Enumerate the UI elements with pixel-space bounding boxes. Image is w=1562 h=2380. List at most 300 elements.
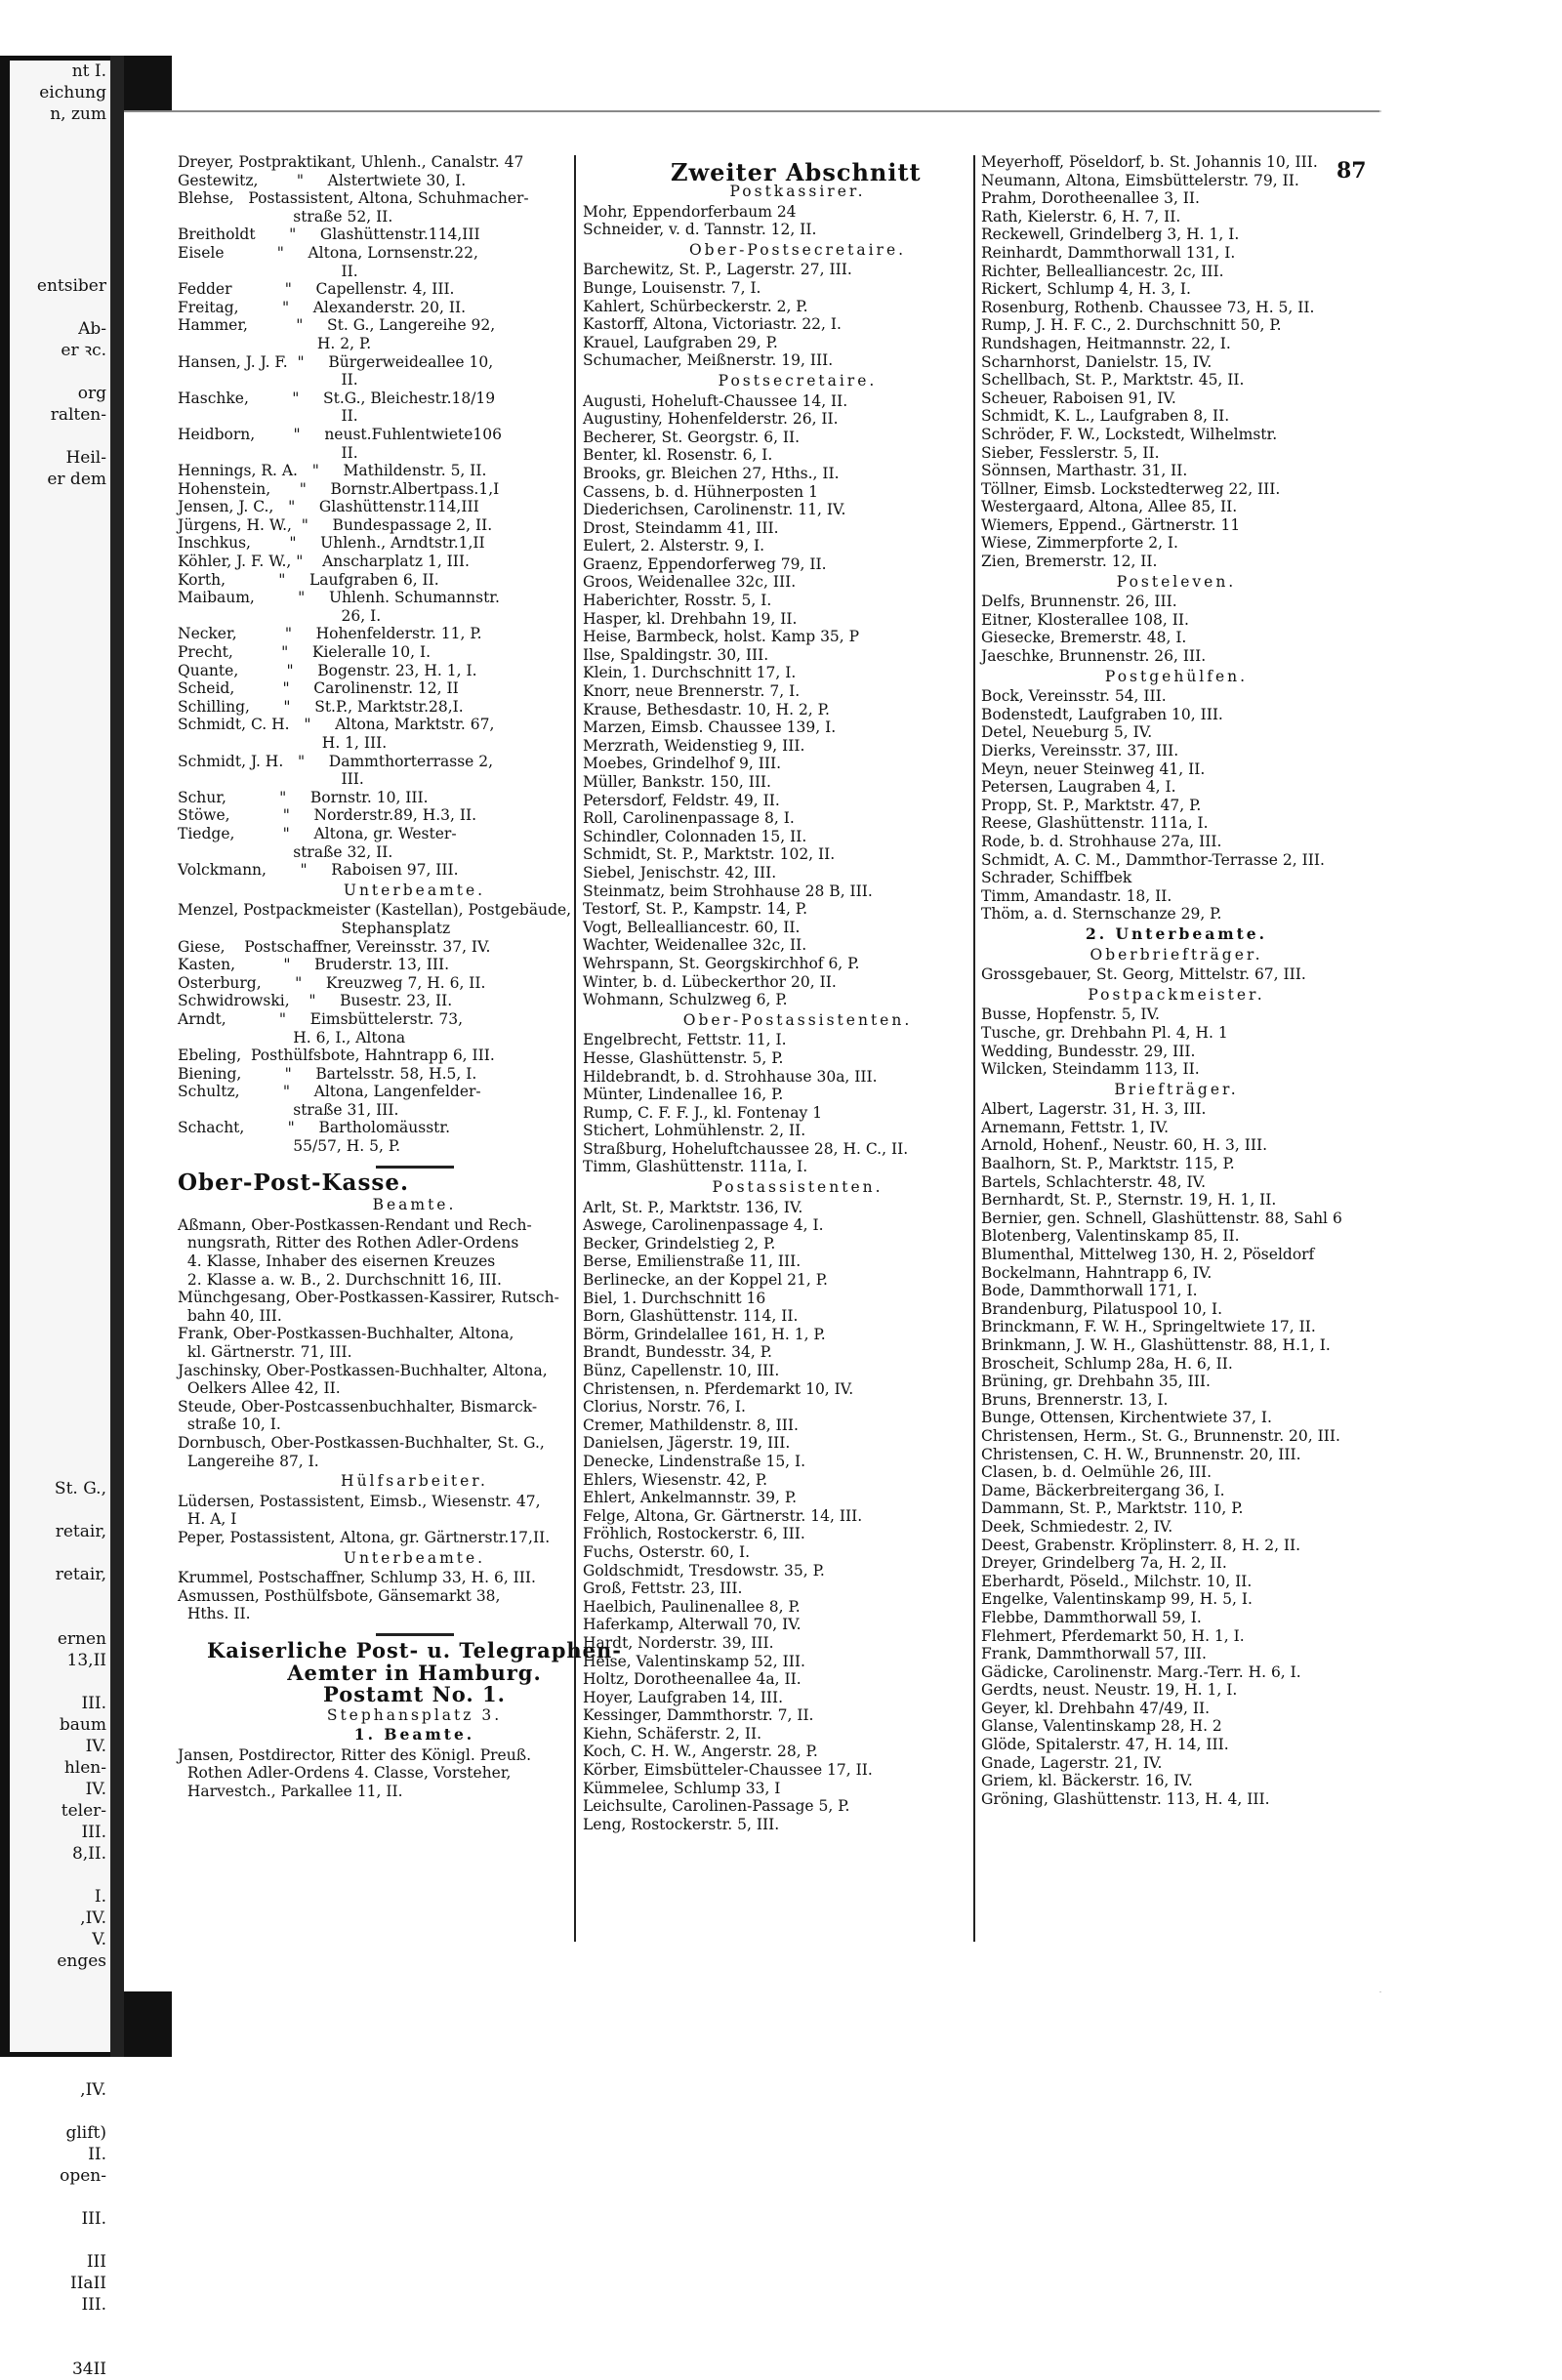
facing-page-fragment: III. bbox=[81, 2209, 106, 2229]
directory-entry: Harvestch., Parkallee 11, II. bbox=[178, 1783, 403, 1801]
column-2 bbox=[583, 181, 1012, 1833]
directory-entry: Osterburg, " Kreuzweg 7, H. 6, II. bbox=[178, 973, 486, 992]
facing-page-fragment: St. G., bbox=[54, 1479, 106, 1498]
directory-entry: Wohmann, Schulzweg 6, P. bbox=[583, 991, 788, 1009]
facing-page-fragment bbox=[10, 1113, 110, 1134]
facing-page-fragment: ,IV. bbox=[80, 1908, 106, 1928]
directory-entry: Schwidrowski, " Busestr. 23, II. bbox=[178, 992, 453, 1010]
facing-page-fragment bbox=[10, 2187, 110, 2208]
directory-entry: Arnold, Hohenf., Neustr. 60, H. 3, III. bbox=[981, 1136, 1268, 1155]
facing-page-fragment: IV. bbox=[85, 1780, 106, 1799]
directory-entry: Dame, Bäckerbreitergang 36, I. bbox=[981, 1481, 1225, 1499]
subsection-heading: 2. Unterbeamte. bbox=[1085, 923, 1268, 943]
directory-entry: Töllner, Eimsb. Lockstedterweg 22, III. bbox=[981, 479, 1281, 498]
facing-page-fragment: 34II bbox=[71, 2359, 106, 2379]
directory-entry: Meyn, neuer Steinweg 41, II. bbox=[981, 759, 1206, 778]
directory-entry: Brandenburg, Pilatuspool 10, I. bbox=[981, 1299, 1223, 1318]
directory-entry: Rode, b. d. Strohhause 27a, III. bbox=[981, 832, 1222, 850]
directory-entry: Roll, Carolinenpassage 8, I. bbox=[583, 809, 795, 828]
directory-entry: bahn 40, III. bbox=[178, 1306, 282, 1325]
facing-page-fragment: II. bbox=[88, 2145, 106, 2164]
facing-page-fragment bbox=[10, 1306, 110, 1328]
directory-entry: Necker, " Hohenfelderstr. 11, P. bbox=[178, 625, 482, 643]
directory-entry: H. 2, P. bbox=[178, 334, 372, 352]
directory-entry: Bode, Dammthorwall 171, I. bbox=[981, 1282, 1198, 1300]
directory-entry: Wiemers, Eppend., Gärtnerstr. 11 bbox=[981, 515, 1241, 534]
directory-entry: Körber, Eimsbütteler-Chaussee 17, II. bbox=[583, 1761, 873, 1780]
directory-entry: 2. Klasse a. w. B., 2. Durchschnitt 16, III. bbox=[178, 1270, 502, 1289]
facing-page-fragment: Heil- bbox=[65, 448, 106, 468]
directory-entry: Bockelmann, Hahntrapp 6, IV. bbox=[981, 1263, 1213, 1282]
facing-page-fragment: V. bbox=[92, 1930, 106, 1949]
facing-page-fragment bbox=[10, 812, 110, 834]
directory-entry: Gnade, Lagerstr. 21, IV. bbox=[981, 1753, 1163, 1772]
directory-entry: Holtz, Dorotheenallee 4a, II. bbox=[583, 1670, 802, 1689]
directory-entry: Hoyer, Laufgraben 14, III. bbox=[583, 1688, 784, 1706]
facing-page-fragment: teler- bbox=[61, 1801, 106, 1821]
directory-entry: Bock, Vereinsstr. 54, III. bbox=[981, 687, 1167, 706]
facing-page-fragment: 13,II bbox=[66, 1651, 106, 1670]
directory-entry: Dammann, St. P., Marktstr. 110, P. bbox=[981, 1499, 1244, 1518]
directory-entry: Precht, " Kieleralle 10, I. bbox=[178, 643, 431, 662]
subsection-heading: Ober-Postsecretaire. bbox=[688, 240, 907, 259]
directory-entry: Krummel, Postschaffner, Schlump 33, H. 6, III. bbox=[178, 1569, 536, 1587]
facing-page-fragment: Ab- bbox=[78, 319, 106, 339]
facing-page-fragment bbox=[10, 1435, 110, 1457]
directory-entry: Börm, Grindelallee 161, H. 1, P. bbox=[583, 1325, 826, 1343]
directory-entry: Haberichter, Rosstr. 5, I. bbox=[583, 592, 772, 610]
facing-page-fragment: retair, bbox=[55, 1522, 106, 1541]
facing-page-fragment: III. bbox=[81, 2295, 106, 2315]
facing-page-fragment bbox=[10, 791, 110, 812]
directory-entry: Gröning, Glashüttenstr. 113, H. 4, III. bbox=[981, 1789, 1270, 1808]
facing-page-fragment bbox=[10, 769, 110, 791]
directory-entry: Gädicke, Carolinenstr. Marg.-Terr. H. 6, I. bbox=[981, 1662, 1301, 1681]
directory-entry: Denecke, Lindenstraße 15, I. bbox=[583, 1452, 806, 1470]
directory-entry: Aswege, Carolinenpassage 4, I. bbox=[583, 1216, 824, 1235]
directory-entry: Eulert, 2. Alsterstr. 9, I. bbox=[583, 537, 765, 555]
subsection-heading: Ober-Postassistenten. bbox=[682, 1010, 913, 1029]
directory-entry: Heise, Barmbeck, holst. Kamp 35, P bbox=[583, 628, 860, 646]
directory-entry: Diederichsen, Carolinenstr. 11, IV. bbox=[583, 501, 846, 519]
facing-page-fragment: enges bbox=[57, 1951, 106, 1971]
directory-entry: Busse, Hopfenstr. 5, IV. bbox=[981, 1005, 1160, 1024]
directory-entry: straße 31, III. bbox=[178, 1100, 399, 1119]
directory-entry: Schumacher, Meißnerstr. 19, III. bbox=[583, 351, 834, 370]
facing-page-fragment bbox=[10, 146, 110, 168]
directory-entry: Steude, Ober-Postcassenbuchhalter, Bismarck- bbox=[178, 1397, 538, 1416]
directory-entry: Drost, Steindamm 41, III. bbox=[583, 518, 779, 537]
directory-entry: Bartels, Schlachterstr. 48, IV. bbox=[981, 1172, 1207, 1191]
facing-page-fragment bbox=[10, 1499, 110, 1521]
facing-page-fragment bbox=[10, 1263, 110, 1285]
directory-entry: Langereihe 87, I. bbox=[178, 1452, 319, 1470]
directory-entry: Clorius, Norstr. 76, I. bbox=[583, 1398, 746, 1416]
directory-entry: Augusti, Hoheluft-Chaussee 14, II. bbox=[583, 391, 848, 410]
facing-page-fragment bbox=[10, 984, 110, 1005]
directory-entry: Freitag, " Alexanderstr. 20, II. bbox=[178, 298, 467, 316]
directory-entry: Reinhardt, Dammthorwall 131, I. bbox=[981, 243, 1236, 262]
facing-page-fragment bbox=[10, 705, 110, 726]
subsection-heading: Postassistenten. bbox=[712, 1178, 884, 1197]
directory-entry: Schmidt, St. P., Marktstr. 102, II. bbox=[583, 845, 836, 864]
directory-entry: Geyer, kl. Drehbahn 47/49, II. bbox=[981, 1699, 1210, 1717]
facing-page-fragment bbox=[10, 2337, 110, 2359]
section-rule bbox=[376, 1633, 454, 1636]
directory-entry: Bodenstedt, Laufgraben 10, III. bbox=[981, 705, 1223, 723]
facing-page-fragment: n, zum bbox=[50, 104, 106, 124]
directory-entry: Giese, Postschaffner, Vereinsstr. 37, IV. bbox=[178, 937, 491, 956]
facing-page-fragment bbox=[10, 748, 110, 769]
subsection-heading: Briefträger. bbox=[1114, 1080, 1239, 1098]
facing-page-fragment bbox=[10, 898, 110, 920]
directory-entry: Leichsulte, Carolinen-Passage 5, P. bbox=[583, 1797, 850, 1816]
directory-entry: Petersdorf, Feldstr. 49, II. bbox=[583, 791, 780, 809]
facing-page-fragment bbox=[10, 168, 110, 189]
directory-entry: Kastorff, Altona, Victoriastr. 22, I. bbox=[583, 315, 842, 334]
directory-entry: Bruns, Brennerstr. 13, I. bbox=[981, 1390, 1169, 1409]
facing-page-fragment bbox=[10, 1199, 110, 1220]
directory-entry: Griem, kl. Bäckerstr. 16, IV. bbox=[981, 1772, 1193, 1790]
directory-entry: Schultz, " Altona, Langenfelder- bbox=[178, 1083, 481, 1101]
facing-page-fragment bbox=[10, 189, 110, 211]
directory-entry: Heidborn, " neust.Fuhlentwiete106 bbox=[178, 425, 503, 443]
directory-entry: Rothen Adler-Ordens 4. Classe, Vorsteher, bbox=[178, 1764, 512, 1783]
directory-entry: II. bbox=[178, 371, 358, 390]
facing-page-fragment bbox=[10, 211, 110, 232]
directory-entry: Merzrath, Weidenstieg 9, III. bbox=[583, 736, 805, 755]
directory-entry: Grossgebauer, St. Georg, Mittelstr. 67, III. bbox=[981, 965, 1306, 984]
subsection-heading: Stephansplatz 3. bbox=[326, 1705, 503, 1724]
directory-entry: Dornbusch, Ober-Postkassen-Buchhalter, St. G., bbox=[178, 1433, 545, 1452]
facing-page-fragment bbox=[10, 361, 110, 383]
directory-entry: Ebeling, Posthülfsbote, Hahntrapp 6, III. bbox=[178, 1046, 495, 1065]
directory-entry: Richter, Bellealliancestr. 2c, III. bbox=[981, 262, 1224, 280]
facing-page-fragment bbox=[10, 1993, 110, 2015]
directory-entry: Biel, 1. Durchschnitt 16 bbox=[583, 1289, 766, 1307]
directory-entry: Bunge, Louisenstr. 7, I. bbox=[583, 278, 761, 297]
directory-entry: Hansen, J. J. F. " Bürgerweideallee 10, bbox=[178, 352, 494, 371]
directory-entry: straße 32, II. bbox=[178, 842, 393, 861]
directory-entry: Haferkamp, Alterwall 70, IV. bbox=[583, 1616, 802, 1634]
facing-page-fragment bbox=[10, 1177, 110, 1199]
facing-page-fragment: er dem bbox=[47, 470, 106, 489]
directory-entry: Klein, 1. Durchschnitt 17, I. bbox=[583, 664, 797, 682]
directory-entry: Rath, Kielerstr. 6, H. 7, II. bbox=[981, 207, 1181, 226]
subsection-heading: Oberbriefträger. bbox=[1089, 945, 1263, 964]
facing-page-fragment bbox=[10, 1585, 110, 1607]
directory-entry: Ehlert, Ankelmannstr. 39, P. bbox=[583, 1489, 798, 1507]
book-gutter bbox=[110, 56, 124, 2057]
directory-entry: Aßmann, Ober-Postkassen-Rendant und Rech- bbox=[178, 1215, 532, 1234]
directory-entry: Ehlers, Wiesenstr. 42, P. bbox=[583, 1470, 768, 1489]
facing-page-fragment bbox=[10, 1220, 110, 1242]
directory-entry: Hohenstein, " Bornstr.Albertpass.1,I bbox=[178, 479, 500, 498]
facing-page-fragment bbox=[10, 1607, 110, 1628]
directory-entry: Timm, Amandastr. 18, II. bbox=[981, 886, 1172, 905]
directory-entry: Brandt, Bundesstr. 34, P. bbox=[583, 1343, 772, 1362]
directory-entry: Fedder " Capellenstr. 4, III. bbox=[178, 280, 455, 299]
directory-entry: Born, Glashüttenstr. 114, II. bbox=[583, 1307, 799, 1326]
facing-page-fragment bbox=[10, 533, 110, 554]
directory-entry: Arlt, St. P., Marktstr. 136, IV. bbox=[583, 1198, 803, 1216]
directory-entry: Eberhardt, Pöseld., Milchstr. 10, II. bbox=[981, 1572, 1253, 1590]
facing-page-fragment: I. bbox=[94, 1887, 106, 1907]
directory-entry: Brinckmann, F. W. H., Springeltwiete 17, II. bbox=[981, 1318, 1316, 1336]
directory-page bbox=[124, 112, 1381, 1991]
directory-entry: Münchgesang, Ober-Postkassen-Kassirer, Rutsch- bbox=[178, 1289, 559, 1307]
directory-entry: Bunge, Ottensen, Kirchentwiete 37, I. bbox=[981, 1409, 1272, 1427]
directory-entry: Schmidt, J. H. " Dammthorterrasse 2, bbox=[178, 752, 494, 770]
section-rule bbox=[376, 1166, 454, 1169]
directory-entry: Rump, J. H. F. C., 2. Durchschnitt 50, P. bbox=[981, 316, 1282, 335]
directory-entry: Benter, kl. Rosenstr. 6, I. bbox=[583, 446, 773, 465]
directory-entry: Jaschinsky, Ober-Postkassen-Buchhalter, Altona, bbox=[178, 1361, 548, 1379]
directory-entry: Peper, Postassistent, Altona, gr. Gärtnerstr.17,II. bbox=[178, 1528, 551, 1546]
directory-entry: Hths. II. bbox=[178, 1605, 251, 1623]
directory-entry: H. 1, III. bbox=[178, 734, 388, 752]
directory-entry: Berlinecke, an der Koppel 21, P. bbox=[583, 1271, 828, 1290]
directory-entry: Ilse, Spaldingstr. 30, III. bbox=[583, 645, 769, 664]
directory-entry: Marzen, Eimsb. Chaussee 139, I. bbox=[583, 718, 837, 737]
directory-entry: Deek, Schmiedestr. 2, IV. bbox=[981, 1517, 1173, 1536]
facing-page-fragment: baum bbox=[59, 1715, 106, 1735]
directory-entry: Brooks, gr. Bleichen 27, Hths., II. bbox=[583, 464, 840, 482]
directory-entry: 26, I. bbox=[178, 606, 382, 625]
facing-page-fragment: hlen- bbox=[63, 1758, 106, 1778]
directory-entry: Wilcken, Steindamm 113, II. bbox=[981, 1060, 1200, 1079]
facing-page-fragment bbox=[10, 2036, 110, 2058]
directory-entry: Quante, " Bogenstr. 23, H. 1, I. bbox=[178, 661, 477, 679]
section-title: Kaiserliche Post- u. Telegraphen- bbox=[206, 1637, 622, 1662]
directory-entry: nungsrath, Ritter des Rothen Adler-Ordens bbox=[178, 1234, 519, 1252]
facing-page-fragment: retair, bbox=[55, 1565, 106, 1584]
facing-page-fragment bbox=[10, 125, 110, 146]
directory-entry: Schindler, Colonnaden 15, II. bbox=[583, 827, 807, 845]
column-1 bbox=[178, 153, 651, 1801]
directory-entry: Schellbach, St. P., Marktstr. 45, II. bbox=[981, 371, 1245, 390]
facing-page-fragment: III. bbox=[81, 1694, 106, 1713]
directory-entry: Rosenburg, Rothenb. Chaussee 73, H. 5, II. bbox=[981, 298, 1315, 316]
directory-entry: Bernier, gen. Schnell, Glashüttenstr. 88, Sahl 6 bbox=[981, 1209, 1342, 1227]
facing-page-fragment bbox=[10, 1392, 110, 1414]
directory-entry: Glöde, Spitalerstr. 47, H. 14, III. bbox=[981, 1736, 1229, 1754]
directory-entry: Frank, Ober-Postkassen-Buchhalter, Altona, bbox=[178, 1325, 514, 1343]
column-3 bbox=[981, 153, 1372, 1808]
directory-entry: Schmidt, A. C. M., Dammthor-Terrasse 2, III. bbox=[981, 850, 1325, 869]
directory-entry: Steinmatz, beim Strohhause 28 B, III. bbox=[583, 882, 873, 900]
section-title: Ober-Post-Kasse. bbox=[178, 1169, 409, 1196]
directory-entry: Rundshagen, Heitmannstr. 22, I. bbox=[981, 334, 1231, 352]
directory-entry: II. bbox=[178, 443, 358, 462]
facing-page-fragment bbox=[10, 1005, 110, 1027]
directory-entry: Koch, C. H. W., Angerstr. 28, P. bbox=[583, 1743, 818, 1761]
directory-entry: Christensen, Herm., St. G., Brunnenstr. 20, III. bbox=[981, 1426, 1340, 1445]
facing-page-fragment bbox=[10, 2058, 110, 2079]
directory-entry: Hennings, R. A. " Mathildenstr. 5, II. bbox=[178, 462, 487, 480]
directory-entry: II. bbox=[178, 407, 358, 426]
directory-entry: Schröder, F. W., Lockstedt, Wilhelmstr. bbox=[981, 425, 1278, 443]
directory-entry: Engelke, Valentinskamp 99, H. 5, I. bbox=[981, 1590, 1253, 1609]
directory-entry: Propp, St. P., Marktstr. 47, P. bbox=[981, 796, 1202, 814]
directory-entry: Thöm, a. d. Sternschanze 29, P. bbox=[981, 905, 1222, 923]
facing-page-fragment bbox=[10, 1134, 110, 1156]
directory-entry: Menzel, Postpackmeister (Kastellan), Postgebäude, bbox=[178, 901, 572, 920]
subsection-heading: Postsecretaire. bbox=[718, 371, 878, 390]
directory-entry: Goldschmidt, Tresdowstr. 35, P. bbox=[583, 1561, 825, 1580]
directory-entry: Fuchs, Osterstr. 60, I. bbox=[583, 1542, 751, 1561]
directory-entry: Arndt, " Eimsbüttelerstr. 73, bbox=[178, 1009, 464, 1028]
subsection-heading: Hülfsarbeiter. bbox=[341, 1472, 488, 1491]
directory-entry: Jensen, J. C., " Glashüttenstr.114,III bbox=[178, 498, 479, 516]
directory-entry: Rump, C. F. F. J., kl. Fontenay 1 bbox=[583, 1103, 823, 1122]
directory-entry: Tusche, gr. Drehbahn Pl. 4, H. 1 bbox=[981, 1023, 1228, 1042]
directory-entry: Bünz, Capellenstr. 10, III. bbox=[583, 1362, 780, 1379]
facing-page-fragment bbox=[10, 426, 110, 447]
facing-page-fragment bbox=[10, 1972, 110, 1993]
directory-entry: Glanse, Valentinskamp 28, H. 2 bbox=[981, 1717, 1222, 1736]
facing-page-fragment bbox=[10, 2015, 110, 2036]
directory-entry: Heise, Valentinskamp 52, III. bbox=[583, 1652, 805, 1670]
section-title: Postamt No. 1. bbox=[323, 1682, 506, 1707]
directory-entry: Flehmert, Pferdemarkt 50, H. 1, I. bbox=[981, 1626, 1245, 1645]
facing-page-fragment: IV. bbox=[85, 1737, 106, 1756]
directory-entry: Berse, Emilienstraße 11, III. bbox=[583, 1252, 802, 1271]
directory-entry: Leng, Rostockerstr. 5, III. bbox=[583, 1815, 780, 1833]
directory-entry: Dreyer, Grindelberg 7a, H. 2, II. bbox=[981, 1554, 1227, 1573]
facing-page-fragment bbox=[10, 1328, 110, 1349]
directory-entry: Jaeschke, Brunnenstr. 26, III. bbox=[981, 647, 1207, 666]
directory-entry: Maibaum, " Uhlenh. Schumannstr. bbox=[178, 589, 500, 607]
directory-entry: Wedding, Bundesstr. 29, III. bbox=[981, 1042, 1196, 1060]
facing-page-fragment bbox=[10, 726, 110, 748]
directory-entry: Giesecke, Bremerstr. 48, I. bbox=[981, 629, 1187, 647]
directory-entry: Kahlert, Schürbeckerstr. 2, P. bbox=[583, 297, 808, 315]
facing-page-fragment: IIaII bbox=[70, 2274, 106, 2293]
directory-entry: Gestewitz, " Alstertwiete 30, I. bbox=[178, 171, 467, 189]
facing-page-fragment bbox=[10, 597, 110, 619]
directory-entry: Delfs, Brunnenstr. 26, III. bbox=[981, 593, 1177, 611]
directory-entry: Groos, Weidenallee 32c, III. bbox=[583, 573, 797, 592]
page-number: 87 bbox=[1336, 158, 1367, 184]
directory-entry: Knorr, neue Brennerstr. 7, I. bbox=[583, 682, 801, 701]
directory-entry: Scheuer, Raboisen 91, IV. bbox=[981, 389, 1176, 407]
directory-entry: Danielsen, Jägerstr. 19, III. bbox=[583, 1434, 791, 1453]
directory-entry: Kiehn, Schäferstr. 2, II. bbox=[583, 1724, 762, 1743]
facing-page-fragment bbox=[10, 1091, 110, 1113]
directory-entry: Clasen, b. d. Oelmühle 26, III. bbox=[981, 1463, 1213, 1482]
directory-entry: Flebbe, Dammthorwall 59, I. bbox=[981, 1608, 1202, 1626]
facing-page-fragment bbox=[10, 683, 110, 705]
directory-entry: Hasper, kl. Drehbahn 19, II. bbox=[583, 609, 798, 628]
directory-entry: Broscheit, Schlump 28a, H. 6, II. bbox=[981, 1354, 1233, 1373]
directory-entry: Kessinger, Dammthorstr. 7, II. bbox=[583, 1706, 814, 1725]
directory-entry: Gerdts, neust. Neustr. 19, H. 1, I. bbox=[981, 1681, 1238, 1700]
facing-page-fragment: eichung bbox=[39, 83, 106, 103]
facing-page-fragment: glift) bbox=[65, 2123, 106, 2143]
facing-page-fragment bbox=[10, 877, 110, 898]
facing-page-fragment bbox=[10, 1457, 110, 1478]
directory-entry: Tiedge, " Altona, gr. Wester- bbox=[178, 824, 457, 842]
facing-page-fragment bbox=[10, 1242, 110, 1263]
directory-entry: Frank, Dammthorwall 57, III. bbox=[981, 1645, 1207, 1663]
facing-page-fragment: ,IV. bbox=[80, 2080, 106, 2100]
directory-entry: straße 10, I. bbox=[178, 1416, 281, 1434]
directory-entry: Zien, Bremerstr. 12, II. bbox=[981, 553, 1158, 571]
directory-entry: Christensen, C. H. W., Brunnenstr. 20, III. bbox=[981, 1445, 1301, 1463]
directory-entry: Inschkus, " Uhlenh., Arndtstr.1,II bbox=[178, 534, 485, 553]
directory-entry: 55/57, H. 5, P. bbox=[178, 1137, 401, 1156]
directory-entry: Stöwe, " Norderstr.89, H.3, II. bbox=[178, 806, 477, 825]
facing-page-fragment bbox=[10, 297, 110, 318]
directory-entry: Hesse, Glashüttenstr. 5, P. bbox=[583, 1048, 784, 1067]
directory-entry: Neumann, Altona, Eimsbüttelerstr. 79, II. bbox=[981, 171, 1299, 189]
facing-page-fragment bbox=[10, 1048, 110, 1070]
facing-page-fragment bbox=[10, 1414, 110, 1435]
directory-entry: Barchewitz, St. P., Lagerstr. 27, III. bbox=[583, 261, 852, 279]
facing-page-fragment bbox=[10, 2230, 110, 2251]
subsection-heading: 1. Beamte. bbox=[353, 1725, 475, 1744]
directory-entry: Testorf, St. P., Kampstr. 14, P. bbox=[583, 900, 808, 919]
directory-entry: Scheid, " Carolinenstr. 12, II bbox=[178, 679, 459, 698]
facing-page-fragment bbox=[10, 1027, 110, 1048]
directory-entry: Schur, " Bornstr. 10, III. bbox=[178, 788, 429, 806]
subsection-heading: Posteleven. bbox=[1116, 572, 1237, 591]
facing-page-fragment bbox=[10, 920, 110, 941]
facing-page-fragment: entsiber bbox=[36, 276, 106, 296]
directory-entry: Graenz, Eppendorferweg 79, II. bbox=[583, 554, 827, 573]
subsection-heading: Postgehülfen. bbox=[1104, 667, 1249, 685]
directory-entry: Bernhardt, St. P., Sternstr. 19, H. 1, II. bbox=[981, 1191, 1277, 1210]
directory-entry: Oelkers Allee 42, II. bbox=[178, 1379, 341, 1398]
directory-entry: Lüdersen, Postassistent, Eimsb., Wiesenstr. 47, bbox=[178, 1492, 541, 1510]
section-heading: Zweiter Abschnitt bbox=[671, 158, 922, 186]
directory-entry: Jürgens, H. W., " Bundespassage 2, II. bbox=[178, 515, 493, 534]
facing-page-fragment: ernen bbox=[57, 1629, 106, 1649]
facing-page-fragment bbox=[10, 254, 110, 275]
directory-entry: Wachter, Weidenallee 32c, II. bbox=[583, 936, 807, 955]
directory-entry: Dierks, Vereinsstr. 37, III. bbox=[981, 742, 1179, 759]
facing-page-fragment bbox=[10, 232, 110, 254]
subsection-heading: Unterbeamte. bbox=[343, 1548, 486, 1567]
directory-entry: Eitner, Klosterallee 108, II. bbox=[981, 610, 1189, 629]
directory-entry: Schneider, v. d. Tannstr. 12, II. bbox=[583, 221, 817, 239]
facing-page-fragment bbox=[10, 855, 110, 877]
directory-entry: Moebes, Grindelhof 9, III. bbox=[583, 755, 782, 773]
directory-entry: Münter, Lindenallee 16, P. bbox=[583, 1086, 784, 1104]
subsection-heading: Unterbeamte. bbox=[343, 881, 486, 899]
directory-entry: Engelbrecht, Fettstr. 11, I. bbox=[583, 1031, 787, 1049]
directory-entry: Blumenthal, Mittelweg 130, H. 2, Pöseldorf bbox=[981, 1246, 1315, 1264]
facing-page-fragment bbox=[10, 576, 110, 597]
facing-page-fragment: ralten- bbox=[50, 405, 106, 425]
facing-page-fragment bbox=[10, 619, 110, 640]
facing-page-fragment: 8,II. bbox=[71, 1844, 106, 1864]
facing-page-fragment: nt I. bbox=[71, 62, 106, 81]
directory-entry: Straßburg, Hoheluftchaussee 28, H. C., II. bbox=[583, 1139, 909, 1158]
subsection-heading: Beamte. bbox=[372, 1196, 457, 1214]
directory-entry: Reckewell, Grindelberg 3, H. 1, I. bbox=[981, 226, 1240, 244]
directory-entry: Augustiny, Hohenfelderstr. 26, II. bbox=[583, 410, 839, 429]
directory-entry: Rickert, Schlump 4, H. 3, I. bbox=[981, 280, 1191, 299]
facing-page-fragment: III. bbox=[81, 1823, 106, 1842]
facing-page-fragment bbox=[10, 1349, 110, 1371]
directory-entry: Westergaard, Altona, Allee 85, II. bbox=[981, 498, 1238, 516]
directory-entry: Felge, Altona, Gr. Gärtnerstr. 14, III. bbox=[583, 1506, 863, 1525]
directory-entry: Breitholdt " Glashüttenstr.114,III bbox=[178, 226, 480, 244]
directory-entry: Jansen, Postdirector, Ritter des Königl. Preuß. bbox=[178, 1745, 531, 1764]
directory-entry: Kümmelee, Schlump 33, I bbox=[583, 1779, 781, 1797]
